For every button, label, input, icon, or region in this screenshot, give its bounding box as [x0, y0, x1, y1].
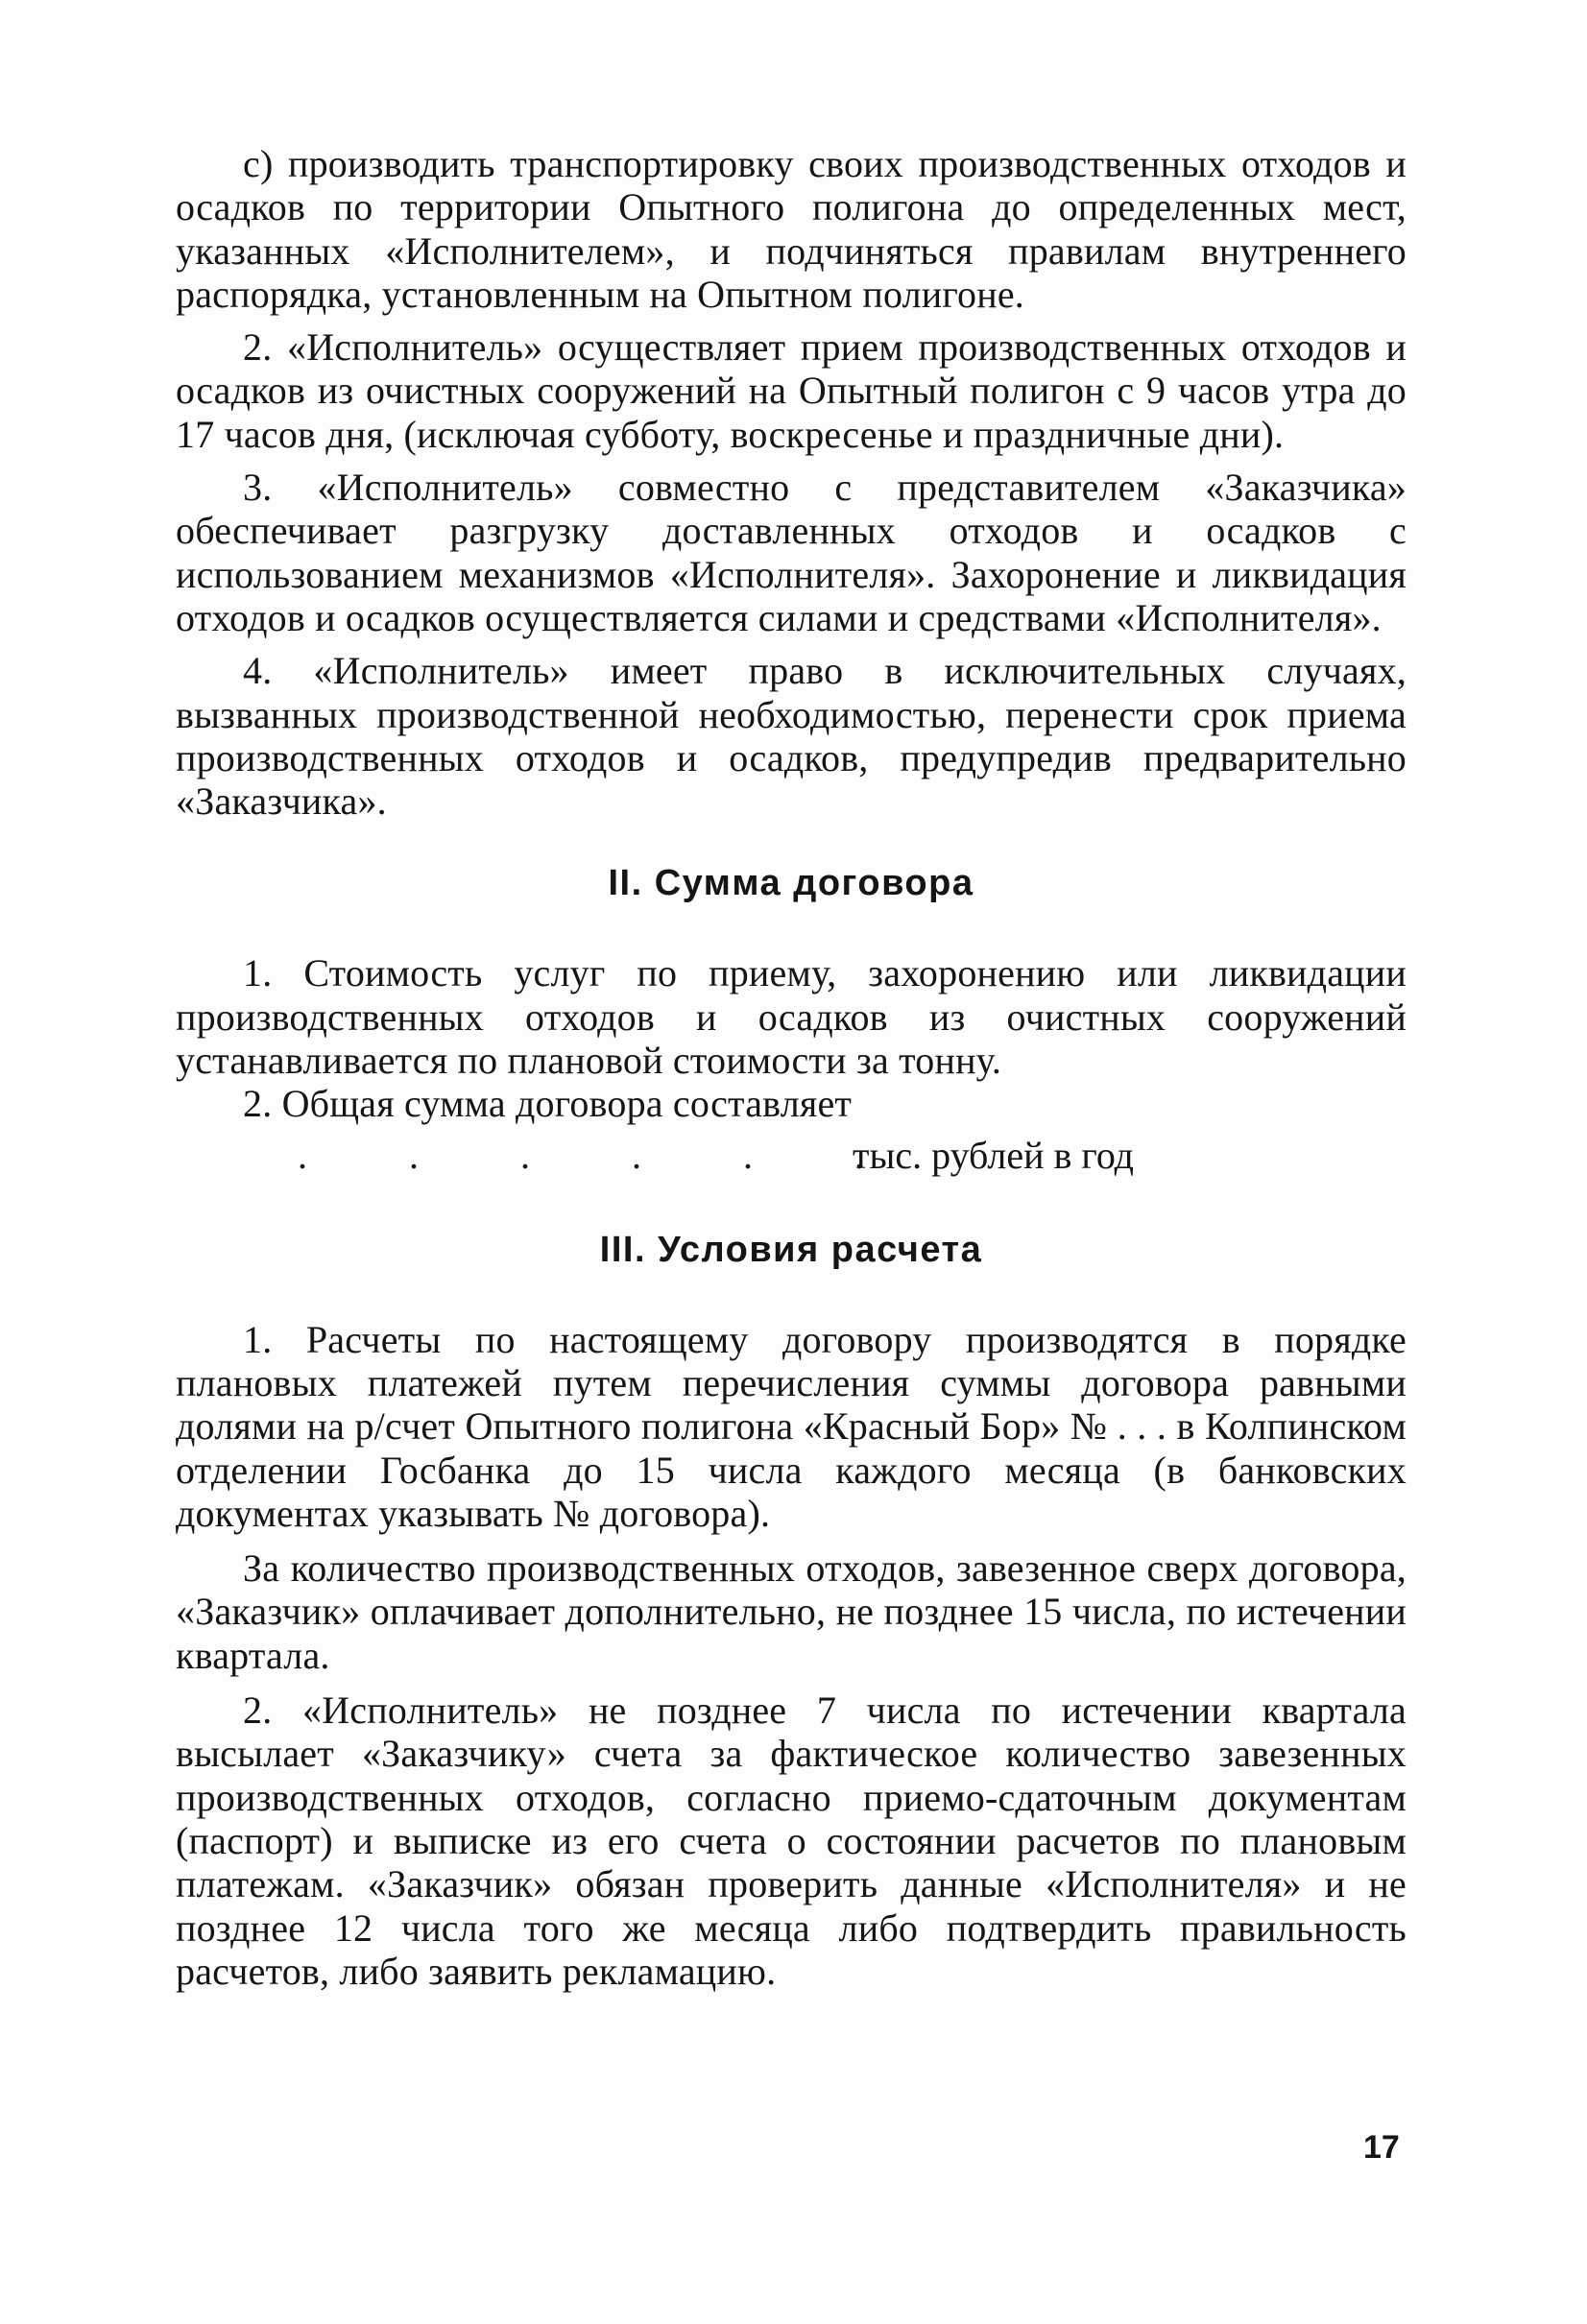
paragraph-item-4: 4. «Исполнитель» имеет право в исключительных случаях, вызванных производственной необходимостью, перенести срок приема производственных отходов и осадков, предупредив предварительно «Заказчика».	[176, 649, 1407, 824]
section-heading-contract-sum: II. Сумма договора	[608, 863, 974, 904]
page-number: 17	[1363, 2129, 1400, 2166]
paragraph-sum-item-2: 2. Общая сумма договора составляет	[243, 1082, 853, 1126]
amount-line	[176, 1134, 1407, 1180]
paragraph-sum-item-1: 1. Стоимость услуг по приему, захоронению или ликвидации производственных отходов и осадков из очистных сооружений устанавливается по плановой стоимости за тонну.	[176, 951, 1407, 1083]
paragraph-item-c: с) производить транспортировку своих производственных отходов и осадков по территории Опытного полигона до определенных мест, указанных «Исполнителем», и подчиняться правилам внутреннего распорядка, установленным на Опытном полигоне.	[176, 142, 1407, 316]
page-body	[176, 142, 1407, 1993]
paragraph-payment-item-2: 2. «Исполнитель» не позднее 7 числа по истечении квартала высылает «Заказчику» счета за фактическое количество завезенных производственных отходов, согласно приемо-сдаточным документам (паспорт) и выписке из его счета о состоянии расчетов по плановым платежам. «Заказчик» обязан проверить данные «Исполнителя» и не позднее 12 числа того же месяца либо подтвердить правильность расчетов, либо заявить рекламацию.	[176, 1689, 1407, 1993]
section-heading-payment-terms: III. Условия расчета	[599, 1229, 983, 1270]
amount-placeholder-dots: . . . . . .	[298, 1133, 910, 1177]
paragraph-item-2: 2. «Исполнитель» осуществляет прием производственных отходов и осадков из очистных сооружений на Опытный полигон с 9 часов утра до 17 часов дня, (исключая субботу, воскресенье и праздничные дни).	[176, 325, 1407, 456]
paragraph-payment-item-1: 1. Расчеты по настоящему договору производятся в порядке плановых платежей путем перечисления суммы договора равными долями на р/счет Опытного полигона «Красный Бор» № . . . в Колпинском отделении Госбанка до 15 числа каждого месяца (в банковских документах указывать № договора).	[176, 1317, 1407, 1535]
paragraph-payment-extra: За количество производственных отходов, завезенное сверх договора, «Заказчик» оплачивает дополнительно, не позднее 15 числа, по истечении квартала.	[176, 1546, 1407, 1677]
paragraph-item-3: 3. «Исполнитель» совместно с представителем «Заказчика» обеспечивает разгрузку доставленных отходов и осадков с использованием механизмов «Исполнителя». Захоронение и ликвидация отходов и осадков осуществляется силами и средствами «Исполнителя».	[176, 466, 1407, 639]
amount-unit: тыс. рублей в год	[853, 1133, 1135, 1177]
